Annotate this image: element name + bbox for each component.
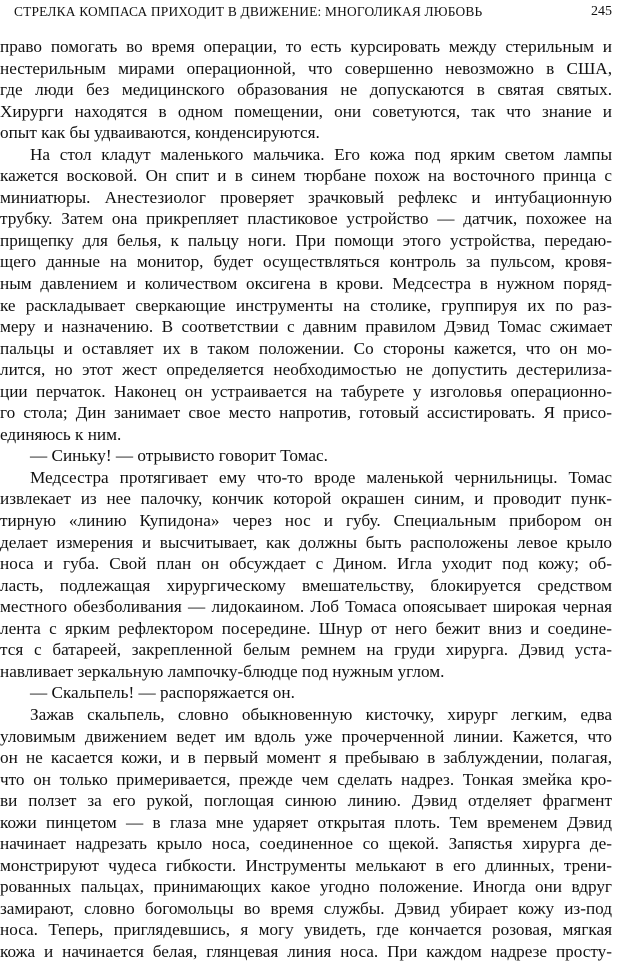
text-line: навливает зеркальную лампочку-блюдце под нужным углом.	[0, 661, 445, 681]
running-title: СТРЕЛКА КОМПАСА ПРИХОДИТ В ДВИЖЕНИЕ: МНОГОЛИКАЯ ЛЮБОВЬ	[14, 4, 483, 19]
text-line: лится, но этот жест определяется необходимостью не допустить дестерилиза-	[0, 360, 612, 380]
text-line: носа. Теперь, приглядевшись, я могу увидеть, где кончается розовая, мягкая	[0, 920, 612, 940]
text-line: что он только примеривается, прежде чем сделать надрез. Тонкая змейка кро-	[0, 769, 612, 789]
text-line: тирную «линию Купидона» через нос и губу. Специальным прибором он	[0, 511, 612, 531]
text-line: замирают, словно богомольцы во время службы. Дэвид убирает кожу из-под	[0, 898, 612, 918]
text-line: ке раскладывает сверкающие инструменты на столике, группируя их по раз-	[0, 295, 612, 315]
text-line: местного обезболивания — лидокаином. Лоб Томаса опоясывает широкая черная	[0, 597, 612, 617]
text-line: — Синьку! — отрывисто говорит Томас.	[30, 446, 328, 466]
page-number: 245	[591, 4, 612, 19]
text-line: носа и губа. Свой план он обсуждает с Дином. Игла уходит под кожу; об-	[0, 554, 612, 574]
text-line: ным давлением и количеством оксигена в крови. Медсестра в нужном поряд-	[0, 274, 612, 294]
text-line: Хирурги находятся в одном помещении, они советуются, так что знание и	[0, 101, 612, 121]
text-line: уловимым движением ведет им вдоль уже прочерченной линии. Кажется, что	[0, 726, 612, 746]
text-line: миниатюры. Анестезиолог проверяет зрачковый рефлекс и интубационную	[0, 187, 612, 207]
text-line: начинает надрезать крыло носа, соединенное со щекой. Запястья хирурга де-	[0, 834, 612, 854]
text-line: меру и назначению. В соответствии с давним правилом Дэвид Томас сжимает	[0, 317, 612, 337]
text-line: На стол кладут маленького мальчика. Его кожа под ярким светом лампы	[30, 144, 612, 164]
text-line: ви ползет за его рукой, поглощая синюю линию. Дэвид отделяет фрагмент	[0, 791, 612, 811]
text-line: рованных пальцах, принимающих какое угодно положение. Иногда они вдруг	[0, 877, 612, 897]
text-line: где люди без медицинского образования не допускаются в святая святых.	[0, 80, 612, 100]
body-text	[0, 36, 612, 963]
text-line: извлекает из нее палочку, кончик которой окрашен синим, и проводит пунк-	[0, 489, 612, 509]
text-line: го стола; Дин занимает свое место напротив, готовый ассистировать. Я присо-	[0, 403, 612, 423]
text-line: лента с ярким рефлектором посередине. Шнур от него бежит вниз и соедине-	[0, 618, 612, 638]
text-line: ции перчаток. Наконец он устраивается на табурете у изголовья операционно-	[0, 381, 612, 401]
text-line: кажется восковой. Он спит и в синем тюрбане похож на восточного принца с	[0, 166, 612, 186]
text-line: ласть, подлежащая хирургическому вмешательству, блокируется средством	[0, 575, 612, 595]
text-line: Медсестра протягивает ему что-то вроде маленькой чернильницы. Томас	[30, 467, 612, 487]
text-line: он не касается кожи, и в первый момент я пребываю в заблуждении, полагая,	[0, 748, 612, 768]
text-line: опыт как бы удваиваются, конденсируются.	[0, 123, 320, 143]
text-line: — Скальпель! — распоряжается он.	[30, 683, 295, 703]
text-line: Зажав скальпель, словно обыкновенную кисточку, хирург легким, едва	[30, 704, 612, 724]
text-line: трубку. Затем она прикрепляет пластиковое устройство — датчик, похожее на	[0, 209, 612, 229]
text-line: нестерильным мирами операционной, что совершенно невозможно в США,	[0, 58, 612, 78]
text-line: право помогать во время операции, то есть курсировать между стерильным и	[0, 37, 612, 56]
text-line: щего данные на монитор, будет осуществляться контроль за пульсом, кровя-	[0, 252, 612, 272]
text-line: кожи пинцетом — в глаза мне ударяет открытая плоть. Тем временем Дэвид	[0, 812, 612, 832]
text-line: единяюсь к ним.	[0, 424, 122, 444]
text-line: монстрируют чудеса гибкости. Инструменты мелькают в его длинных, трени-	[0, 855, 612, 875]
running-head	[0, 0, 620, 34]
text-line: кожа и начинается белая, глянцевая линия носа. При каждом надрезе просту-	[0, 941, 612, 961]
text-line: тся с батареей, закрепленной белым ремнем на груди хирурга. Дэвид уста-	[0, 640, 612, 660]
text-line: делает измерения и высчитывает, как должны быть расположены левое крыло	[0, 532, 612, 552]
text-line: пальцы и оставляет их в таком положении. Со стороны кажется, что он мо-	[0, 338, 612, 358]
text-line: прищепку для белья, к пальцу ноги. При помощи этого устройства, передаю-	[0, 230, 612, 250]
